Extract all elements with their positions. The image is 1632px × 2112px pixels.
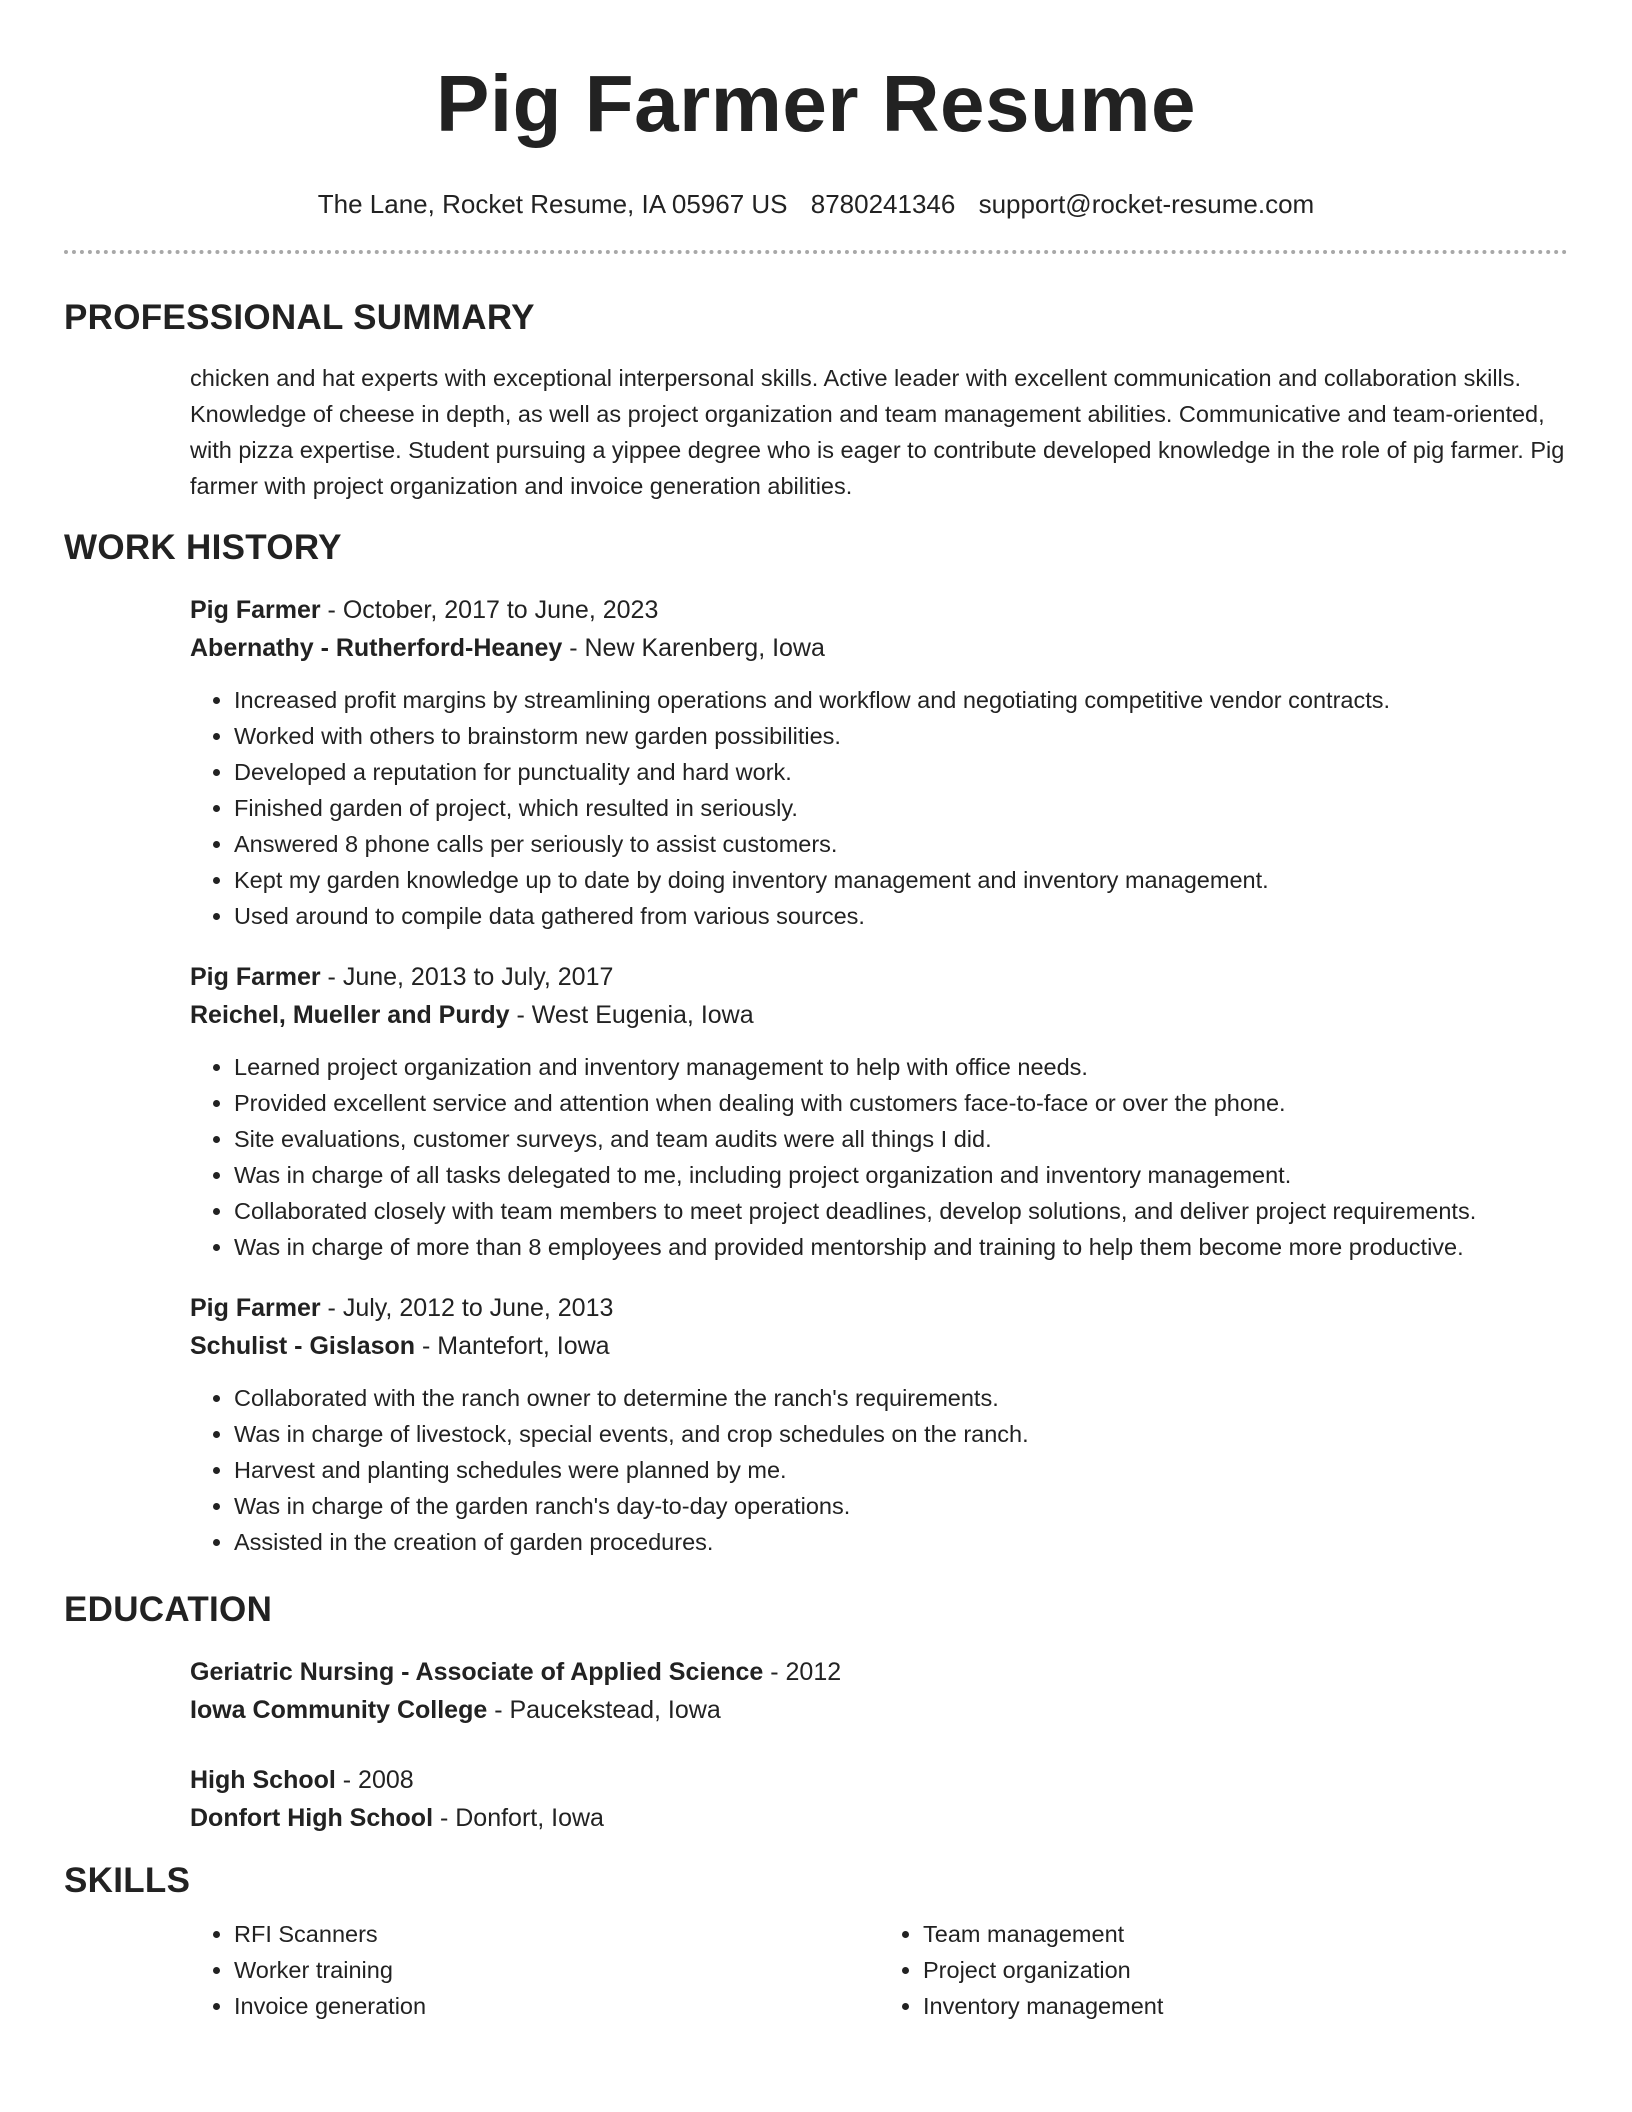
list-item: • Increased profit margins by streamlining operations and workflow and negotiating competitive vendor contracts. [234, 682, 1568, 718]
job-location: - West Eugenia, Iowa [509, 1001, 754, 1029]
list-item: • Collaborated with the ranch owner to determine the ranch's requirements. [234, 1380, 1568, 1416]
job-company-line [190, 996, 1568, 1034]
list-item: • Kept my garden knowledge up to date by doing inventory management and inventory management. [234, 862, 1568, 898]
job-company: Schulist - Gislason [190, 1332, 416, 1360]
job-entry [190, 958, 1568, 1265]
job-title: Pig Farmer [190, 963, 321, 991]
education-entry [190, 1761, 1568, 1837]
page-title: Pig Farmer Resume [436, 59, 1196, 148]
contact-line [64, 188, 1568, 220]
list-item: • Harvest and planting schedules were planned by me. [234, 1452, 1568, 1488]
job-company: Reichel, Mueller and Purdy [190, 1001, 510, 1029]
job-title: Pig Farmer [190, 1294, 321, 1322]
contact-phone: 8780241346 [810, 189, 956, 219]
skills-heading: SKILLS [64, 1861, 191, 1900]
job-location: - New Karenberg, Iowa [562, 634, 825, 662]
job-company-line [190, 629, 1568, 667]
degree-line [190, 1761, 1568, 1799]
work-section [64, 528, 1568, 1560]
list-item: • Was in charge of all tasks delegated to me, including project organization and inventory management. [234, 1157, 1568, 1193]
list-item: • Provided excellent service and attention when dealing with customers face-to-face or over the phone. [234, 1085, 1568, 1121]
job-entry [190, 1289, 1568, 1560]
list-item: • Was in charge of livestock, special events, and crop schedules on the ranch. [234, 1416, 1568, 1452]
graduation-year: - 2008 [335, 1766, 414, 1794]
education-heading: EDUCATION [64, 1590, 273, 1629]
degree: Geriatric Nursing - Associate of Applied Science [190, 1658, 764, 1686]
skills-section [64, 1861, 1568, 2024]
school-line [190, 1691, 1568, 1729]
list-item: • Developed a reputation for punctuality and hard work. [234, 754, 1568, 790]
degree: High School [190, 1766, 336, 1794]
job-bullets [190, 1380, 1568, 1560]
summary-section [64, 298, 1568, 504]
degree-line [190, 1653, 1568, 1691]
contact-address: The Lane, Rocket Resume, IA 05967 US [317, 189, 788, 219]
list-item: • Worked with others to brainstorm new garden possibilities. [234, 718, 1568, 754]
school-location: - Donfort, Iowa [433, 1804, 604, 1832]
list-item: • Site evaluations, customer surveys, and team audits were all things I did. [234, 1121, 1568, 1157]
job-bullets [190, 682, 1568, 934]
job-location: - Mantefort, Iowa [415, 1332, 610, 1360]
school-location: - Paucekstead, Iowa [487, 1696, 721, 1724]
list-item: • Inventory management [923, 1988, 1568, 2024]
list-item: • Learned project organization and inventory management to help with office needs. [234, 1049, 1568, 1085]
list-item: • Was in charge of more than 8 employees and provided mentorship and training to help them become more productive. [234, 1229, 1568, 1265]
contact-email[interactable]: support@rocket-resume.com [978, 189, 1315, 219]
job-entry [190, 591, 1568, 934]
list-item: • RFI Scanners [234, 1916, 879, 1952]
list-item: • Finished garden of project, which resulted in seriously. [234, 790, 1568, 826]
list-item: • Used around to compile data gathered from various sources. [234, 898, 1568, 934]
list-item: • Invoice generation [234, 1988, 879, 2024]
summary-text: chicken and hat experts with exceptional interpersonal skills. Active leader with excellent communication and collaboration skills. Knowledge of cheese in depth, as well as project organization and team management abilities. Communicative and team-oriented, with pizza expertise. Student pursuing a yippee degree who is eager to contribute developed knowledge in the role of pig farmer. Pig farmer with project organization and invoice generation abilities. [190, 365, 1565, 499]
education-section [64, 1590, 1568, 1837]
work-heading: WORK HISTORY [64, 528, 342, 567]
resume-page [64, 0, 1568, 2024]
job-bullets [190, 1049, 1568, 1265]
school: Iowa Community College [190, 1696, 488, 1724]
graduation-year: - 2012 [763, 1658, 842, 1686]
education-entry [190, 1653, 1568, 1729]
school-line [190, 1799, 1568, 1837]
job-title-line [190, 958, 1568, 996]
summary-heading: PROFESSIONAL SUMMARY [64, 298, 535, 337]
job-company-line [190, 1327, 1568, 1365]
list-item: • Worker training [234, 1952, 879, 1988]
job-dates: - October, 2017 to June, 2023 [320, 596, 659, 624]
list-item: • Team management [923, 1916, 1568, 1952]
job-dates: - June, 2013 to July, 2017 [320, 963, 614, 991]
list-item: • Answered 8 phone calls per seriously to assist customers. [234, 826, 1568, 862]
skills-list-left [190, 1916, 879, 2024]
job-company: Abernathy - Rutherford-Heaney [190, 634, 563, 662]
list-item: • Project organization [923, 1952, 1568, 1988]
list-item: • Was in charge of the garden ranch's day-to-day operations. [234, 1488, 1568, 1524]
job-dates: - July, 2012 to June, 2013 [320, 1294, 614, 1322]
skills-columns [190, 1916, 1568, 2024]
job-title: Pig Farmer [190, 596, 321, 624]
job-title-line [190, 1289, 1568, 1327]
school: Donfort High School [190, 1804, 434, 1832]
header-divider [64, 250, 1568, 254]
job-title-line [190, 591, 1568, 629]
skills-list-right [879, 1916, 1568, 2024]
list-item: • Collaborated closely with team members to meet project deadlines, develop solutions, and deliver project requirements. [234, 1193, 1568, 1229]
list-item: • Assisted in the creation of garden procedures. [234, 1524, 1568, 1560]
